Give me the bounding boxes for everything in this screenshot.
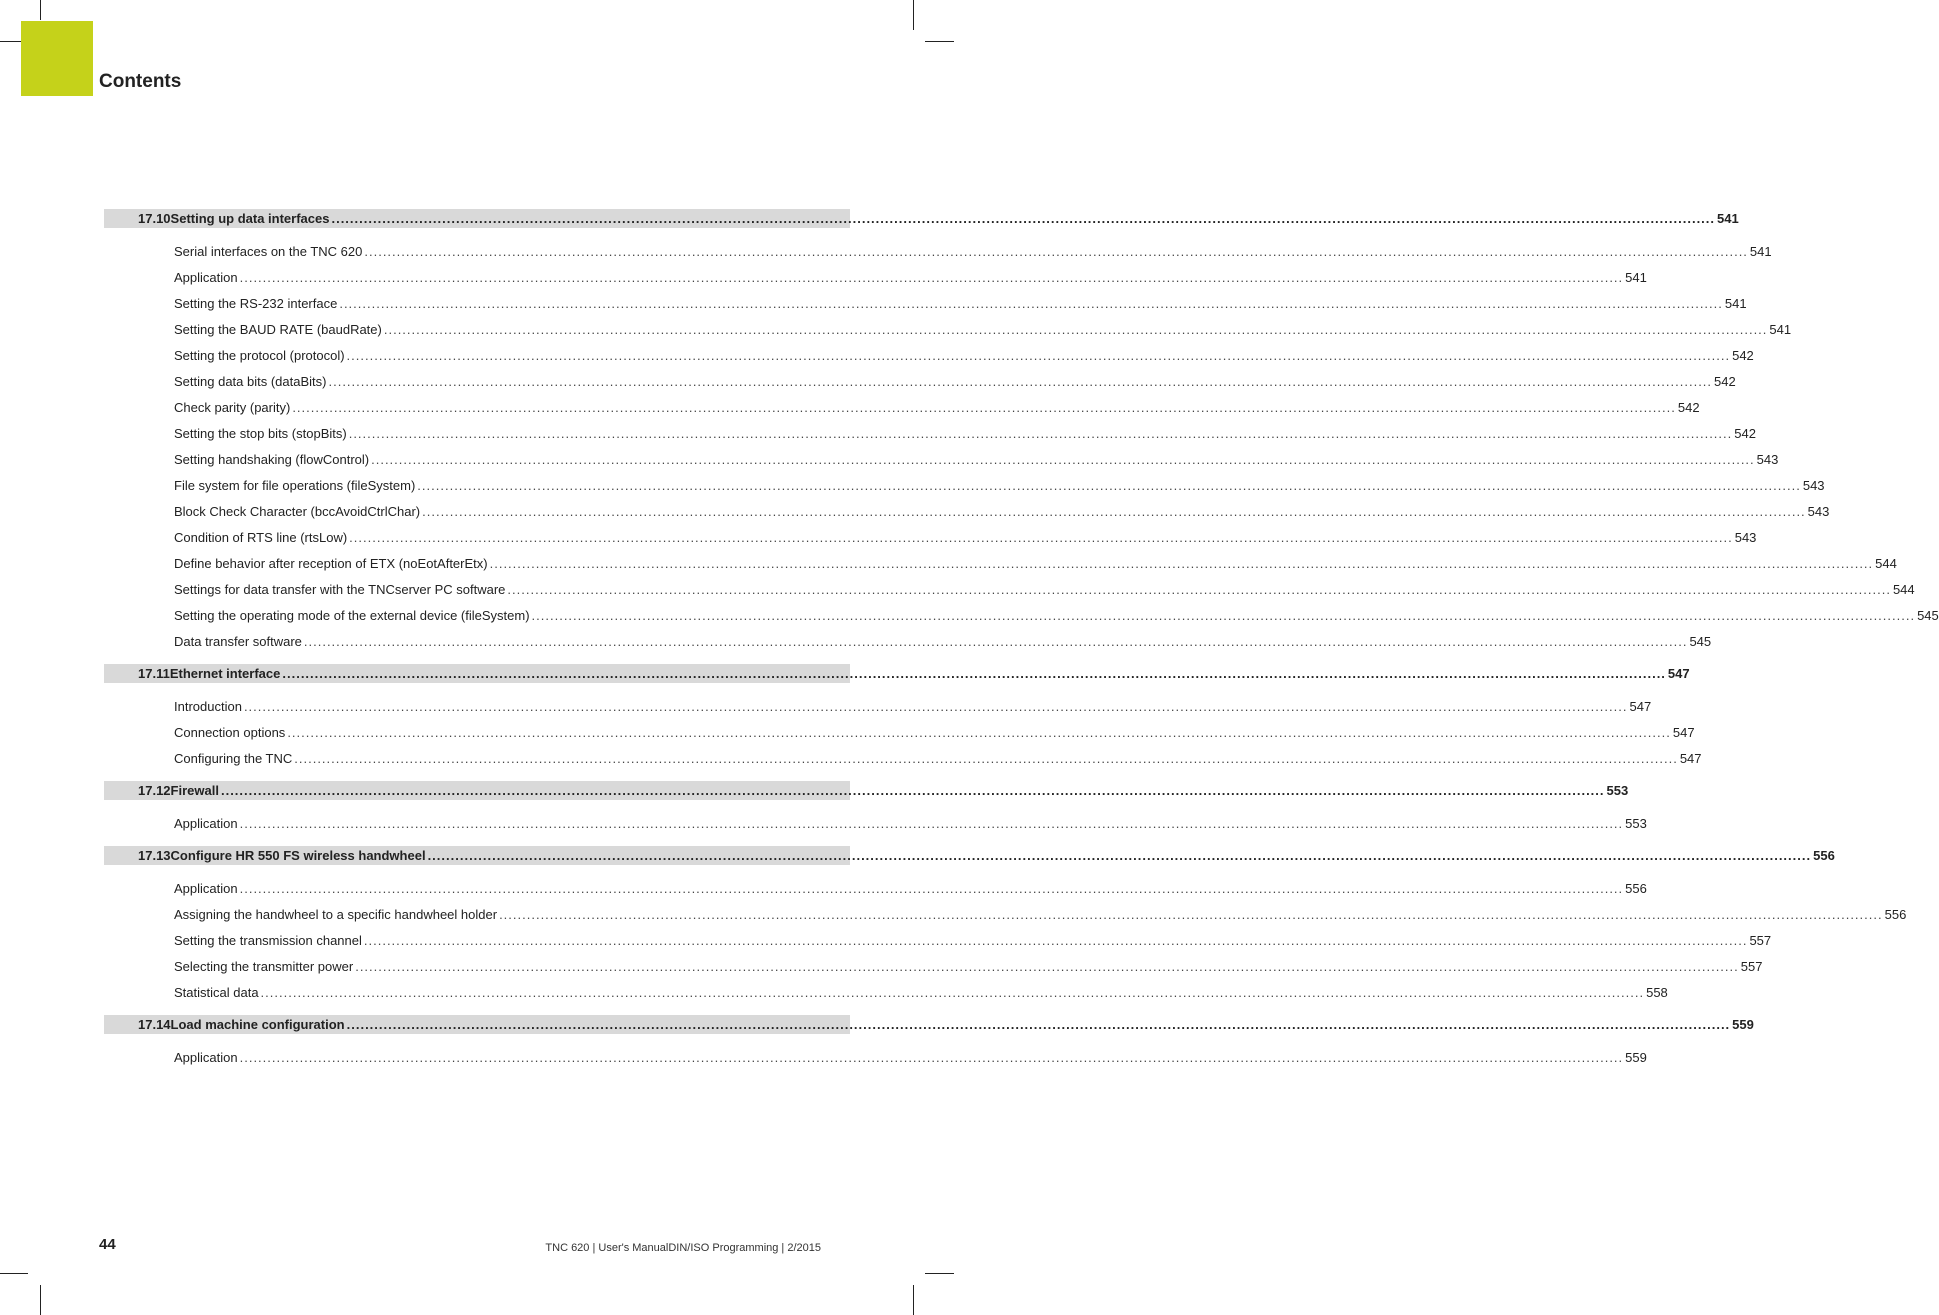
toc-entry[interactable] [104,264,1647,290]
section-number: 17.14 [138,1017,171,1032]
entry-title: Connection options [174,724,286,740]
dot-leader: ............................................................................................................................................................................................................................................................................................................ [363,932,1748,948]
entry-title: Assigning the handwheel to a specific handwheel holder [174,906,498,922]
dot-leader: ............................................................................................................................................................................................................................................................................................................ [339,295,1723,311]
dot-leader: ............................................................................................................................................................................................................................................................................................................ [239,269,1624,285]
section-number: 17.12 [138,783,171,798]
entry-title: Block Check Character (bccAvoidCtrlChar) [174,503,421,519]
toc-entry[interactable] [104,394,1700,420]
section-page: 559 [1732,1017,1754,1032]
dot-leader: ............................................................................................................................................................................................................................................................................................................ [349,529,1733,545]
entry-title: Settings for data transfer with the TNCserver PC software [174,581,506,597]
toc-entry[interactable] [104,745,1702,771]
entry-page: 545 [1917,607,1939,623]
entry-page: 556 [1625,880,1647,896]
section-number: 17.13 [138,848,171,863]
section-page: 553 [1606,783,1629,798]
entry-title: Setting the stop bits (stopBits) [174,425,347,441]
entry-page: 542 [1732,347,1754,363]
entry-page: 543 [1807,503,1830,519]
section-title: Firewall [170,783,219,798]
dot-leader: ............................................................................................................................................................................................................................................................................................................ [239,880,1624,896]
dot-leader: ............................................................................................................................................................................................................................................................................................................ [489,555,1874,571]
toc-entry[interactable] [104,602,1939,628]
toc-entry[interactable] [104,550,1897,576]
entry-title: Define behavior after reception of ETX (noEotAfterEtx) [174,555,488,571]
entry-page: 543 [1756,451,1779,467]
dot-leader: ............................................................................................................................................................................................................................................................................................................ [348,425,1733,441]
section-page: 556 [1813,848,1835,863]
toc-section-heading[interactable] [104,781,1629,800]
page-title: Contents [99,71,182,92]
dot-leader: ............................................................................................................................................................................................................................................................................................................ [239,1049,1624,1065]
toc-entry[interactable] [104,446,1779,472]
entry-page: 543 [1734,529,1757,545]
dot-leader: ............................................................................................................................................................................................................................................................................................................ [346,347,1731,363]
dot-leader: ............................................................................................................................................................................................................................................................................................................ [531,607,1916,623]
entry-page: 553 [1625,815,1647,831]
toc-entry[interactable] [104,316,1792,342]
entry-page: 542 [1734,425,1756,441]
entry-title: Setting the protocol (protocol) [174,347,345,363]
entry-page: 547 [1679,750,1702,766]
toc-entry[interactable] [104,979,1668,1005]
toc-section-heading[interactable] [104,1015,1754,1034]
section-number: 17.10 [138,211,171,226]
entry-page: 559 [1625,1049,1647,1065]
entry-title: Setting the BAUD RATE (baudRate) [174,321,382,337]
dot-leader: ............................................................................................................................................................................................................................................................................................................ [292,399,1676,415]
toc-entry[interactable] [104,953,1763,979]
dot-leader: ............................................................................................................................................................................................................................................................................................................ [239,815,1624,831]
entry-page: 545 [1689,633,1712,649]
entry-page: 541 [1749,243,1772,259]
toc-entry[interactable] [104,472,1825,498]
dot-leader: ............................................................................................................................................................................................................................................................................................................ [422,503,1806,519]
toc-entry-group [104,810,1647,836]
toc-entry[interactable] [104,927,1772,953]
entry-page: 544 [1875,555,1897,571]
entry-page: 541 [1625,269,1647,285]
toc-entry[interactable] [104,693,1652,719]
section-title: Load machine configuration [170,1017,345,1032]
dot-leader: ............................................................................................................................................................................................................................................................................................................ [427,848,1812,863]
dot-leader: ............................................................................................................................................................................................................................................................................................................ [346,1017,1731,1032]
toc-entry-group [104,693,1702,771]
toc-entry[interactable] [104,524,1757,550]
footer-text: TNC 620 | User's ManualDIN/ISO Programming | 2/2015 [545,1242,821,1254]
crop-mark [913,1285,914,1315]
entry-page: 542 [1677,399,1700,415]
dot-leader: ............................................................................................................................................................................................................................................................................................................ [328,373,1713,389]
entry-title: Configuring the TNC [174,750,293,766]
dot-leader: ............................................................................................................................................................................................................................................................................................................ [507,581,1891,597]
toc-entry[interactable] [104,238,1772,264]
crop-mark [40,0,41,20]
dot-leader: ............................................................................................................................................................................................................................................................................................................ [294,750,1678,766]
entry-title: Setting data bits (dataBits) [174,373,327,389]
entry-title: Setting the transmission channel [174,932,362,948]
entry-page: 556 [1884,906,1907,922]
dot-leader: ............................................................................................................................................................................................................................................................................................................ [243,698,1628,714]
toc-section-heading[interactable] [104,664,1690,683]
toc-entry-group [104,1044,1647,1070]
entry-title: Data transfer software [174,633,302,649]
section-title: Ethernet interface [169,666,281,681]
dot-leader: ............................................................................................................................................................................................................................................................................................................ [499,906,1883,922]
section-number: 17.11 [138,666,170,681]
dot-leader: ............................................................................................................................................................................................................................................................................................................ [371,451,1755,467]
dot-leader: ............................................................................................................................................................................................................................................................................................................ [355,958,1739,974]
toc-entry[interactable] [104,420,1756,446]
dot-leader: ............................................................................................................................................................................................................................................................................................................ [220,783,1605,798]
entry-page: 558 [1646,984,1668,1000]
entry-title: Condition of RTS line (rtsLow) [174,529,348,545]
dot-leader: ............................................................................................................................................................................................................................................................................................................ [260,984,1645,1000]
section-page: 547 [1667,666,1690,681]
crop-mark [0,1273,28,1274]
entry-title: Application [174,1049,238,1065]
entry-title: Setting handshaking (flowControl) [174,451,370,467]
entry-title: Setting the operating mode of the external device (fileSystem) [174,607,530,623]
section-title: Configure HR 550 FS wireless handwheel [170,848,426,863]
crop-mark [0,41,21,42]
page-number: 44 [99,1236,116,1253]
entry-title: Statistical data [174,984,259,1000]
dot-leader: ............................................................................................................................................................................................................................................................................................................ [331,211,1716,226]
toc-entry[interactable] [104,810,1647,836]
entry-title: Application [174,880,238,896]
entry-page: 544 [1892,581,1915,597]
crop-mark [40,1285,41,1315]
toc-entry[interactable] [104,576,1915,602]
dot-leader: ............................................................................................................................................................................................................................................................................................................ [282,666,1666,681]
toc-section-heading[interactable] [104,209,1739,228]
crop-mark [913,0,914,30]
entry-page: 541 [1769,321,1792,337]
toc-entry[interactable] [104,290,1747,316]
entry-page: 557 [1740,958,1763,974]
toc-entry[interactable] [104,368,1736,394]
entry-page: 541 [1724,295,1747,311]
entry-page: 547 [1672,724,1695,740]
crop-mark [925,41,954,42]
toc-entry-group [104,238,1939,654]
entry-title: Selecting the transmitter power [174,958,354,974]
crop-mark [925,1273,954,1274]
chapter-color-block [21,21,93,96]
toc-entry[interactable] [104,628,1712,654]
toc-entry[interactable] [104,342,1754,368]
entry-title: Setting the RS-232 interface [174,295,338,311]
entry-title: Application [174,269,238,285]
entry-title: Introduction [174,698,242,714]
entry-title: File system for file operations (fileSystem) [174,477,416,493]
dot-leader: ............................................................................................................................................................................................................................................................................................................ [287,724,1671,740]
toc-entry[interactable] [104,498,1830,524]
entry-page: 547 [1629,698,1652,714]
entry-page: 542 [1714,373,1736,389]
toc-entry[interactable] [104,719,1695,745]
table-of-contents [104,209,1939,1080]
entry-page: 557 [1749,932,1772,948]
dot-leader: ............................................................................................................................................................................................................................................................................................................ [383,321,1768,337]
toc-entry-group [104,875,1907,1005]
section-page: 541 [1717,211,1739,226]
toc-section-heading[interactable] [104,846,1835,865]
dot-leader: ............................................................................................................................................................................................................................................................................................................ [303,633,1688,649]
toc-entry[interactable] [104,875,1647,901]
section-title: Setting up data interfaces [170,211,330,226]
entry-title: Application [174,815,238,831]
toc-entry[interactable] [104,1044,1647,1070]
entry-title: Check parity (parity) [174,399,291,415]
entry-page: 543 [1802,477,1825,493]
dot-leader: ............................................................................................................................................................................................................................................................................................................ [364,243,1748,259]
dot-leader: ............................................................................................................................................................................................................................................................................................................ [417,477,1801,493]
entry-title: Serial interfaces on the TNC 620 [174,243,363,259]
toc-entry[interactable] [104,901,1907,927]
